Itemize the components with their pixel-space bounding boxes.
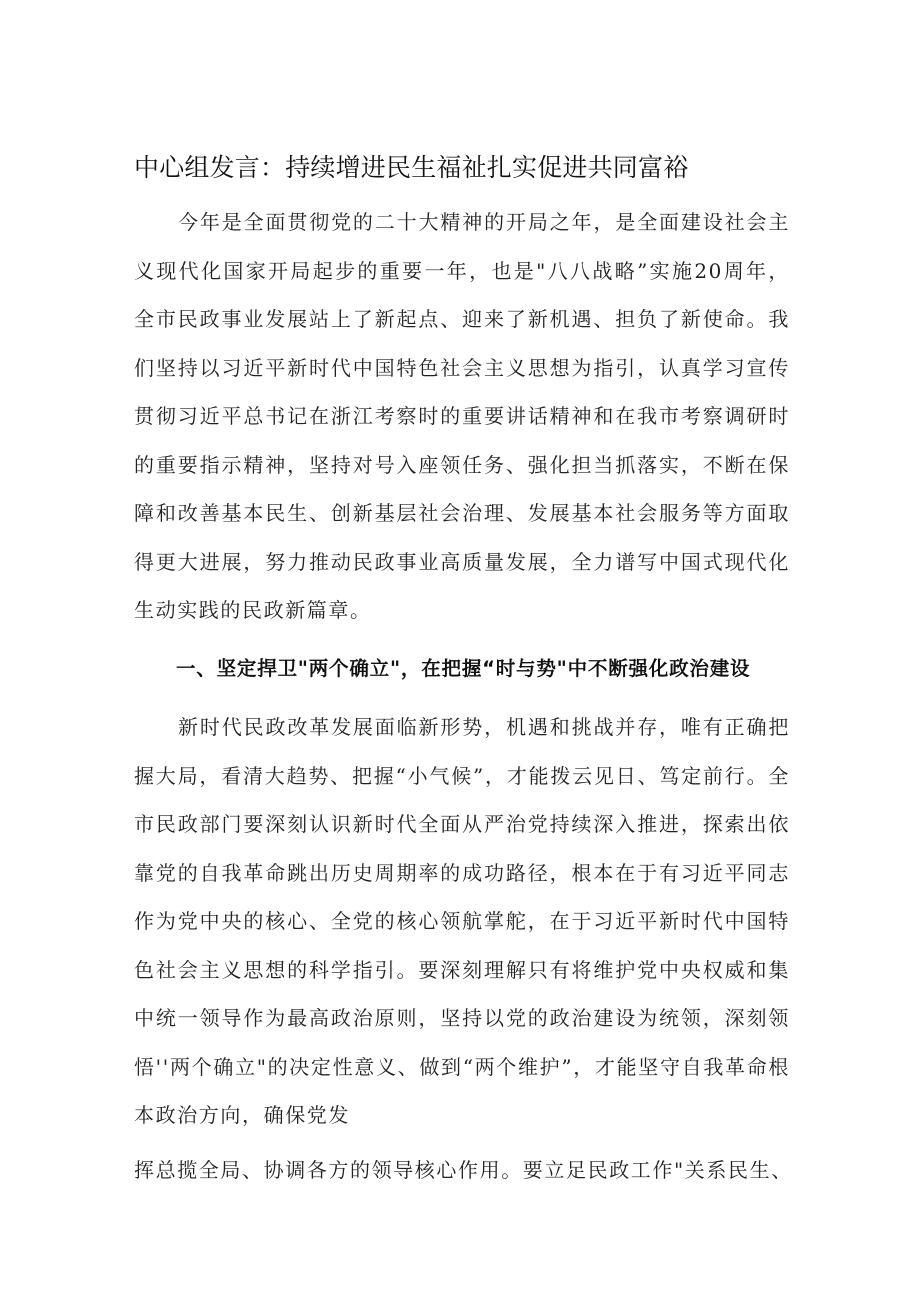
intro-paragraph: 今年是全面贯彻党的二十大精神的开局之年，是全面建设社会主义现代化国家开局起步的重要一年，也是"八八战略”实施20周年，全市民政事业发展站上了新起点、迎来了新机遇、担负了新使命。我们坚持以习近平新时代中国特色社会主义思想为指引，认真学习宣传贯彻习近平总书记在浙江考察时的重要讲话精神和在我市考察调研时的重要指示精神，坚持对号入座领任务、强化担当抓落实，不断在保障和改善基本民生、创新基层社会治理、发展基本社会服务等方面取得更大进展，努力推动民政事业高质量发展，全力谱写中国式现代化生动实践的民政新篇章。 bbox=[134, 210, 790, 622]
document-title: 中心组发言：持续增进民生福祉扎实促进共同富裕 bbox=[134, 153, 689, 182]
section-heading: 一、坚定捍卫"两个确立"，在把握“时与势"中不断强化政治建设 bbox=[176, 657, 751, 680]
continued-paragraph: 挥总揽全局、协调各方的领导核心作用。要立足民政工作"关系民生、 bbox=[134, 1158, 793, 1182]
section-paragraph: 新时代民政改革发展面临新形势，机遇和挑战并存，唯有正确把握大局，看清大趋势、把握“小气候”，才能拨云见日、笃定前行。全市民政部门要深刻认识新时代全面从严治党持续深入推进，探索出依靠党的自我革命跳出历史周期率的成功路径，根本在于有习近平同志作为党中央的核心、全党的核心领航掌舵，在于习近平新时代中国特色社会主义思想的科学指引。要深刻理解只有将维护党中央权威和集中统一领导作为最高政治原则，坚持以党的政治建设为统领，深刻领悟''两个确立"的决定性意义、做到“两个维护”，才能坚守自我革命根本政治方向，确保党发 bbox=[134, 715, 790, 1127]
